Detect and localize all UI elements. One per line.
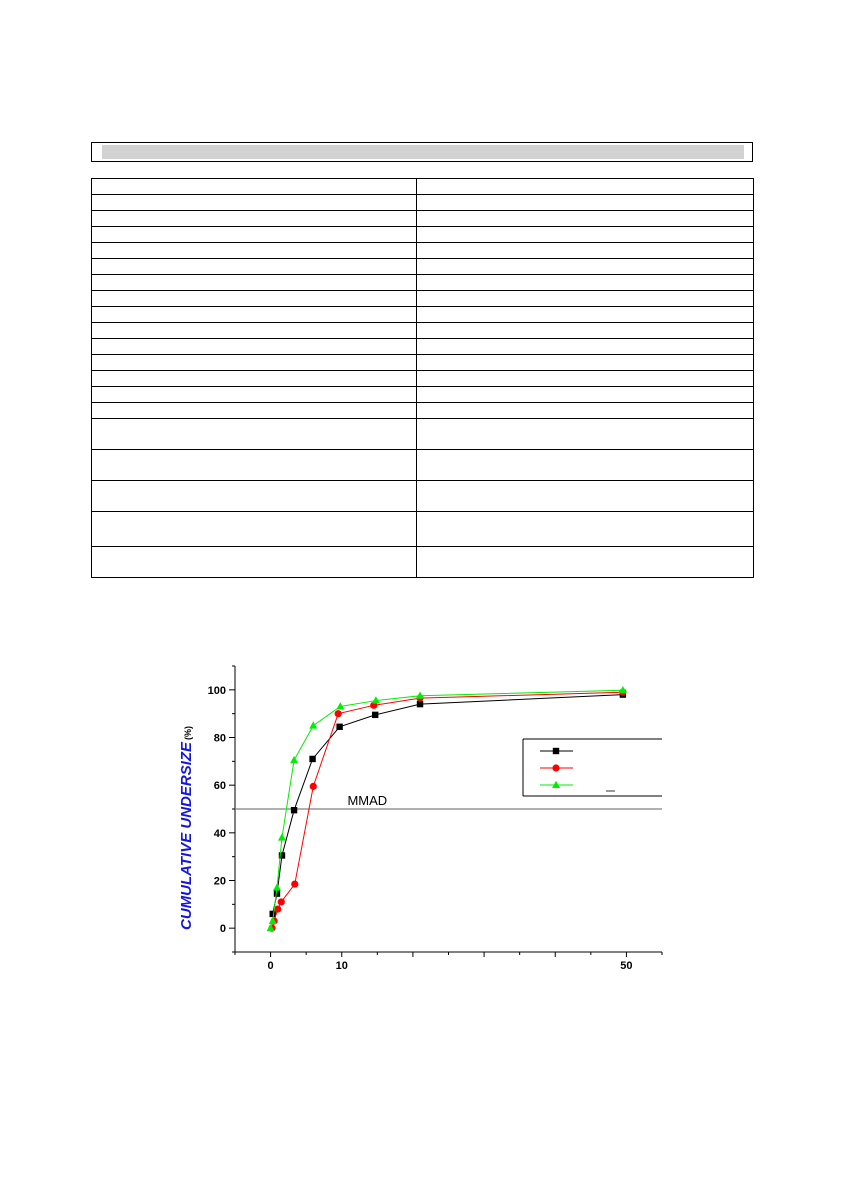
table-cell bbox=[92, 339, 417, 355]
data-point bbox=[309, 756, 315, 762]
table-cell bbox=[417, 179, 754, 195]
table-row bbox=[92, 481, 754, 512]
data-point bbox=[273, 883, 281, 890]
table-cell bbox=[92, 450, 417, 481]
table-cell bbox=[417, 275, 754, 291]
table-cell bbox=[417, 227, 754, 243]
table-cell bbox=[417, 211, 754, 227]
table-cell bbox=[92, 259, 417, 275]
table-row bbox=[92, 339, 754, 355]
table-row bbox=[92, 259, 754, 275]
data-point bbox=[309, 721, 317, 728]
table-cell bbox=[417, 307, 754, 323]
table-cell bbox=[92, 323, 417, 339]
table-cell bbox=[417, 419, 754, 450]
table-row bbox=[92, 211, 754, 227]
table-row bbox=[92, 243, 754, 259]
table-row bbox=[92, 179, 754, 195]
table-row bbox=[92, 547, 754, 578]
table-cell bbox=[92, 403, 417, 419]
table-cell bbox=[417, 481, 754, 512]
section-header-bar bbox=[102, 145, 744, 159]
table-row bbox=[92, 355, 754, 371]
y-tick-label: 20 bbox=[213, 875, 226, 888]
mmad-label: MMAD bbox=[347, 793, 388, 808]
table-cell bbox=[417, 547, 754, 578]
table-row bbox=[92, 419, 754, 450]
table-cell bbox=[92, 291, 417, 307]
table-cell bbox=[417, 243, 754, 259]
series-1 bbox=[270, 691, 627, 917]
table-cell bbox=[92, 211, 417, 227]
table-cell bbox=[417, 339, 754, 355]
table-row bbox=[92, 195, 754, 211]
data-point bbox=[290, 756, 298, 763]
table-row bbox=[92, 275, 754, 291]
chart-legend bbox=[523, 739, 662, 796]
y-axis-title bbox=[178, 726, 195, 930]
table-cell bbox=[92, 227, 417, 243]
data-point bbox=[336, 724, 342, 730]
table-cell bbox=[92, 481, 417, 512]
table-cell bbox=[92, 512, 417, 547]
table-cell bbox=[92, 387, 417, 403]
table-row bbox=[92, 323, 754, 339]
table-cell bbox=[92, 355, 417, 371]
data-point bbox=[274, 906, 281, 913]
table-cell bbox=[92, 371, 417, 387]
table-cell bbox=[417, 387, 754, 403]
data-point bbox=[270, 911, 276, 917]
specification-table bbox=[91, 178, 754, 578]
x-tick-label: 0 bbox=[267, 960, 274, 972]
y-tick-label: 40 bbox=[213, 827, 226, 840]
table-row bbox=[92, 371, 754, 387]
table-cell bbox=[92, 547, 417, 578]
table-cell bbox=[417, 323, 754, 339]
chart-axes bbox=[208, 666, 662, 972]
y-tick-label: 60 bbox=[213, 780, 226, 793]
table-cell bbox=[92, 179, 417, 195]
table-cell bbox=[417, 450, 754, 481]
data-point bbox=[372, 712, 378, 718]
cumulative-undersize-chart bbox=[160, 650, 680, 990]
table-cell bbox=[417, 371, 754, 387]
table-cell bbox=[417, 195, 754, 211]
data-point bbox=[416, 691, 424, 698]
series-2 bbox=[268, 689, 626, 932]
table-cell bbox=[92, 243, 417, 259]
table-cell bbox=[417, 259, 754, 275]
data-point bbox=[335, 710, 342, 717]
y-axis-label: CUMULATIVE UNDERSIZE bbox=[178, 741, 195, 930]
x-tick-label: 50 bbox=[620, 960, 633, 972]
table-cell bbox=[417, 291, 754, 307]
table-cell bbox=[417, 512, 754, 547]
legend-swatch-marker bbox=[553, 748, 559, 754]
y-axis-unit: (%) bbox=[183, 726, 193, 740]
section-header-box bbox=[91, 142, 753, 162]
legend-swatch-marker bbox=[552, 764, 559, 771]
legend-swatch-marker bbox=[552, 781, 560, 788]
table-cell bbox=[92, 195, 417, 211]
x-tick-label: 10 bbox=[335, 960, 348, 972]
y-tick-label: 0 bbox=[219, 923, 226, 936]
table-row bbox=[92, 403, 754, 419]
table-row bbox=[92, 450, 754, 481]
table-row bbox=[92, 291, 754, 307]
y-tick-label: 100 bbox=[207, 684, 226, 697]
data-point bbox=[310, 783, 317, 790]
data-point bbox=[278, 833, 286, 840]
series-line bbox=[272, 692, 623, 928]
table-row bbox=[92, 227, 754, 243]
series-line bbox=[273, 695, 623, 914]
y-tick-label: 80 bbox=[213, 732, 226, 745]
table-cell bbox=[417, 355, 754, 371]
table-cell bbox=[92, 307, 417, 323]
data-point bbox=[619, 686, 627, 693]
data-point bbox=[417, 701, 423, 707]
data-point bbox=[291, 807, 297, 813]
data-point bbox=[291, 880, 298, 887]
table-row bbox=[92, 512, 754, 547]
table-cell bbox=[417, 403, 754, 419]
data-point bbox=[278, 898, 285, 905]
table-cell bbox=[92, 419, 417, 450]
table-row bbox=[92, 307, 754, 323]
table-row bbox=[92, 387, 754, 403]
table-cell bbox=[92, 275, 417, 291]
